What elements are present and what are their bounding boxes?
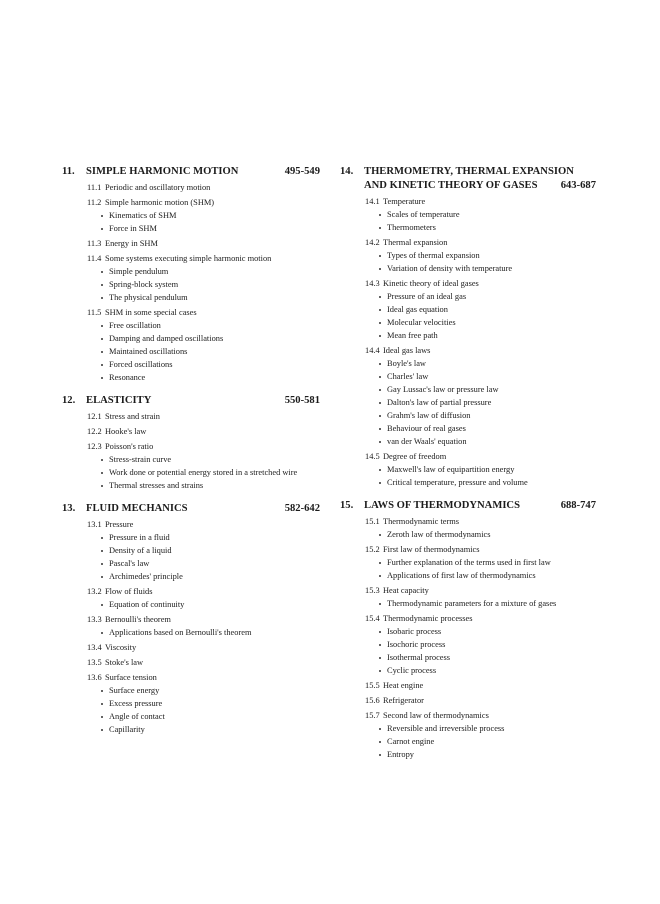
subtopic-item: Boyle's law [365,357,596,370]
section-number: 14.3 [365,279,380,288]
section-title: Degree of freedom [383,452,447,461]
section-number: 14.2 [365,238,380,247]
chapter-title-group [62,165,238,179]
section-title: Second law of thermodynamics [383,711,489,720]
subtopic-item: Surface energy [87,684,320,697]
section-number: 14.4 [365,346,380,355]
subtopic-item: Gay Lussac's law or pressure law [365,383,596,396]
subtopic-item: Equation of continuity [87,598,320,611]
section-entry [365,679,596,692]
chapter-title: LAWS OF THERMODYNAMICS [364,500,520,511]
subtopic-item: Grahm's law of diffusion [365,409,596,422]
subtopic-item: Types of thermal expansion [365,249,596,262]
section-title: Heat capacity [383,586,429,595]
section-number: 15.4 [365,614,380,623]
subtopic-item: Ideal gas equation [365,303,596,316]
section-title: Temperature [383,197,426,206]
section-title: Hooke's law [105,427,147,436]
section-number: 11.3 [87,239,102,248]
section-title: Thermodynamic processes [383,614,473,623]
section-title: Simple harmonic motion (SHM) [105,198,215,207]
subtopic-item: Charles' law [365,370,596,383]
section-title: SHM in some special cases [105,308,197,317]
section-entry [365,694,596,707]
chapter-heading [340,165,596,193]
section-entry [87,196,320,209]
chapter-heading [62,165,320,179]
subtopic-item: Force in SHM [87,222,320,235]
subtopic-item: Kinematics of SHM [87,209,320,222]
subtopic-item: Angle of contact [87,710,320,723]
chapter-block [62,502,320,736]
section-entry [365,709,596,722]
section-number: 15.2 [365,545,380,554]
section-number: 15.3 [365,586,380,595]
section-title: Surface tension [105,673,157,682]
section-number: 13.5 [87,658,102,667]
section-entry [87,181,320,194]
section-entry [365,277,596,290]
chapter-sections [62,181,320,384]
section-entry [87,641,320,654]
subtopic-item: Excess pressure [87,697,320,710]
section-number: 12.1 [87,412,102,421]
section-number: 15.5 [365,681,380,690]
section-entry [87,671,320,684]
chapter-pages: 643-687 [560,180,596,191]
subtopic-item: Thermal stresses and strains [87,479,320,492]
section-title: Refrigerator [383,696,424,705]
section-number: 15.1 [365,517,380,526]
section-title: Pressure [105,520,134,529]
subtopic-item: Entropy [365,748,596,761]
chapter-title: THERMOMETRY, THERMAL EXPANSION [364,166,574,177]
chapter-number: 13. [62,503,76,514]
subtopic-item: Mean free path [365,329,596,342]
chapter-title-group [340,499,520,513]
subtopic-item: Applications based on Bernoulli's theorem [87,626,320,639]
subtopic-item: Forced oscillations [87,358,320,371]
section-title: Bernoulli's theorem [105,615,171,624]
chapter-block [340,499,596,761]
section-title: Viscosity [105,643,137,652]
subtopic-item: Isochoric process [365,638,596,651]
subtopic-item: Scales of temperature [365,208,596,221]
section-entry [87,306,320,319]
chapter-number: 12. [62,395,76,406]
chapter-sections [340,195,596,489]
chapter-block [62,394,320,492]
subtopic-item: Molecular velocities [365,316,596,329]
subtopic-item: Pascal's law [87,557,320,570]
subtopic-item: Archimedes' principle [87,570,320,583]
subtopic-item: Variation of density with temperature [365,262,596,275]
section-entry [87,613,320,626]
section-entry [87,440,320,453]
section-entry [365,515,596,528]
section-title: Poisson's ratio [105,442,154,451]
subtopic-item: van der Waals' equation [365,435,596,448]
section-number: 11.4 [87,254,102,263]
chapter-pages: 582-642 [284,503,320,514]
section-number: 15.6 [365,696,380,705]
chapter-pages: 495-549 [284,166,320,177]
section-title: Ideal gas laws [383,346,431,355]
subtopic-item: Density of a liquid [87,544,320,557]
section-number: 13.4 [87,643,102,652]
section-entry [87,252,320,265]
subtopic-item: Dalton's law of partial pressure [365,396,596,409]
subtopic-item: The physical pendulum [87,291,320,304]
chapter-title-group [340,165,574,179]
subtopic-item: Isobaric process [365,625,596,638]
section-number: 11.2 [87,198,102,207]
section-entry [365,584,596,597]
subtopic-item: Capillarity [87,723,320,736]
section-entry [365,195,596,208]
section-number: 15.7 [365,711,380,720]
section-title: Energy in SHM [105,239,158,248]
chapter-number: 14. [340,166,354,177]
section-entry [365,236,596,249]
section-title: Thermodynamic terms [383,517,460,526]
section-entry [365,450,596,463]
subtopic-item: Free oscillation [87,319,320,332]
chapter-title: SIMPLE HARMONIC MOTION [86,166,239,177]
chapter-sections [340,515,596,761]
section-entry [87,425,320,438]
subtopic-item: Thermodynamic parameters for a mixture of gases [365,597,596,610]
section-number: 13.6 [87,673,102,682]
section-entry [87,410,320,423]
subtopic-item: Cyclic process [365,664,596,677]
subtopic-item: Behaviour of real gases [365,422,596,435]
section-number: 14.1 [365,197,380,206]
section-entry [365,543,596,556]
subtopic-item: Zeroth law of thermodynamics [365,528,596,541]
toc-right-column [340,165,596,771]
subtopic-item: Reversible and irreversible process [365,722,596,735]
section-entry [87,237,320,250]
section-title: Some systems executing simple harmonic motion [105,254,272,263]
subtopic-item: Pressure of an ideal gas [365,290,596,303]
subtopic-item: Isothermal process [365,651,596,664]
subtopic-item: Simple pendulum [87,265,320,278]
section-title: Periodic and oscillatory motion [105,183,211,192]
section-number: 13.1 [87,520,102,529]
subtopic-item: Resonance [87,371,320,384]
subtopic-item: Maintained oscillations [87,345,320,358]
section-entry [365,612,596,625]
section-title: Flow of fluids [105,587,153,596]
section-number: 11.1 [87,183,102,192]
section-number: 13.3 [87,615,102,624]
section-title: Stress and strain [105,412,160,421]
section-entry [87,518,320,531]
subtopic-item: Applications of first law of thermodynamics [365,569,596,582]
section-title: Thermal expansion [383,238,448,247]
section-number: 11.5 [87,308,102,317]
subtopic-item: Thermometers [365,221,596,234]
section-number: 13.2 [87,587,102,596]
section-entry [365,344,596,357]
subtopic-item: Further explanation of the terms used in first law [365,556,596,569]
subtopic-item: Critical temperature, pressure and volume [365,476,596,489]
chapter-block [62,165,320,384]
chapter-sections [62,410,320,492]
chapter-number: 11. [62,166,75,177]
toc-left-column [62,165,320,746]
chapter-title: AND KINETIC THEORY OF GASES [364,180,538,191]
chapter-title: ELASTICITY [86,395,152,406]
chapter-heading [340,499,596,513]
chapter-block [340,165,596,489]
chapter-pages: 688-747 [560,500,596,511]
chapter-sections [62,518,320,736]
chapter-title-group [62,394,151,408]
subtopic-item: Stress-strain curve [87,453,320,466]
chapter-title: FLUID MECHANICS [86,503,188,514]
subtopic-item: Maxwell's law of equipartition energy [365,463,596,476]
chapter-pages: 550-581 [284,395,320,406]
section-number: 12.2 [87,427,102,436]
chapter-title-group [62,502,188,516]
subtopic-item: Damping and damped oscillations [87,332,320,345]
section-title: Heat engine [383,681,424,690]
chapter-heading-line [340,179,596,193]
section-title: Stoke's law [105,658,144,667]
chapter-heading [62,394,320,408]
subtopic-item: Carnot engine [365,735,596,748]
chapter-heading [62,502,320,516]
chapter-heading-line [340,165,596,179]
section-title: First law of thermodynamics [383,545,480,554]
section-entry [87,656,320,669]
subtopic-item: Pressure in a fluid [87,531,320,544]
section-number: 12.3 [87,442,102,451]
chapter-number: 15. [340,500,354,511]
section-entry [87,585,320,598]
subtopic-item: Work done or potential energy stored in a stretched wire [87,466,320,479]
section-title: Kinetic theory of ideal gases [383,279,479,288]
section-number: 14.5 [365,452,380,461]
subtopic-item: Spring-block system [87,278,320,291]
